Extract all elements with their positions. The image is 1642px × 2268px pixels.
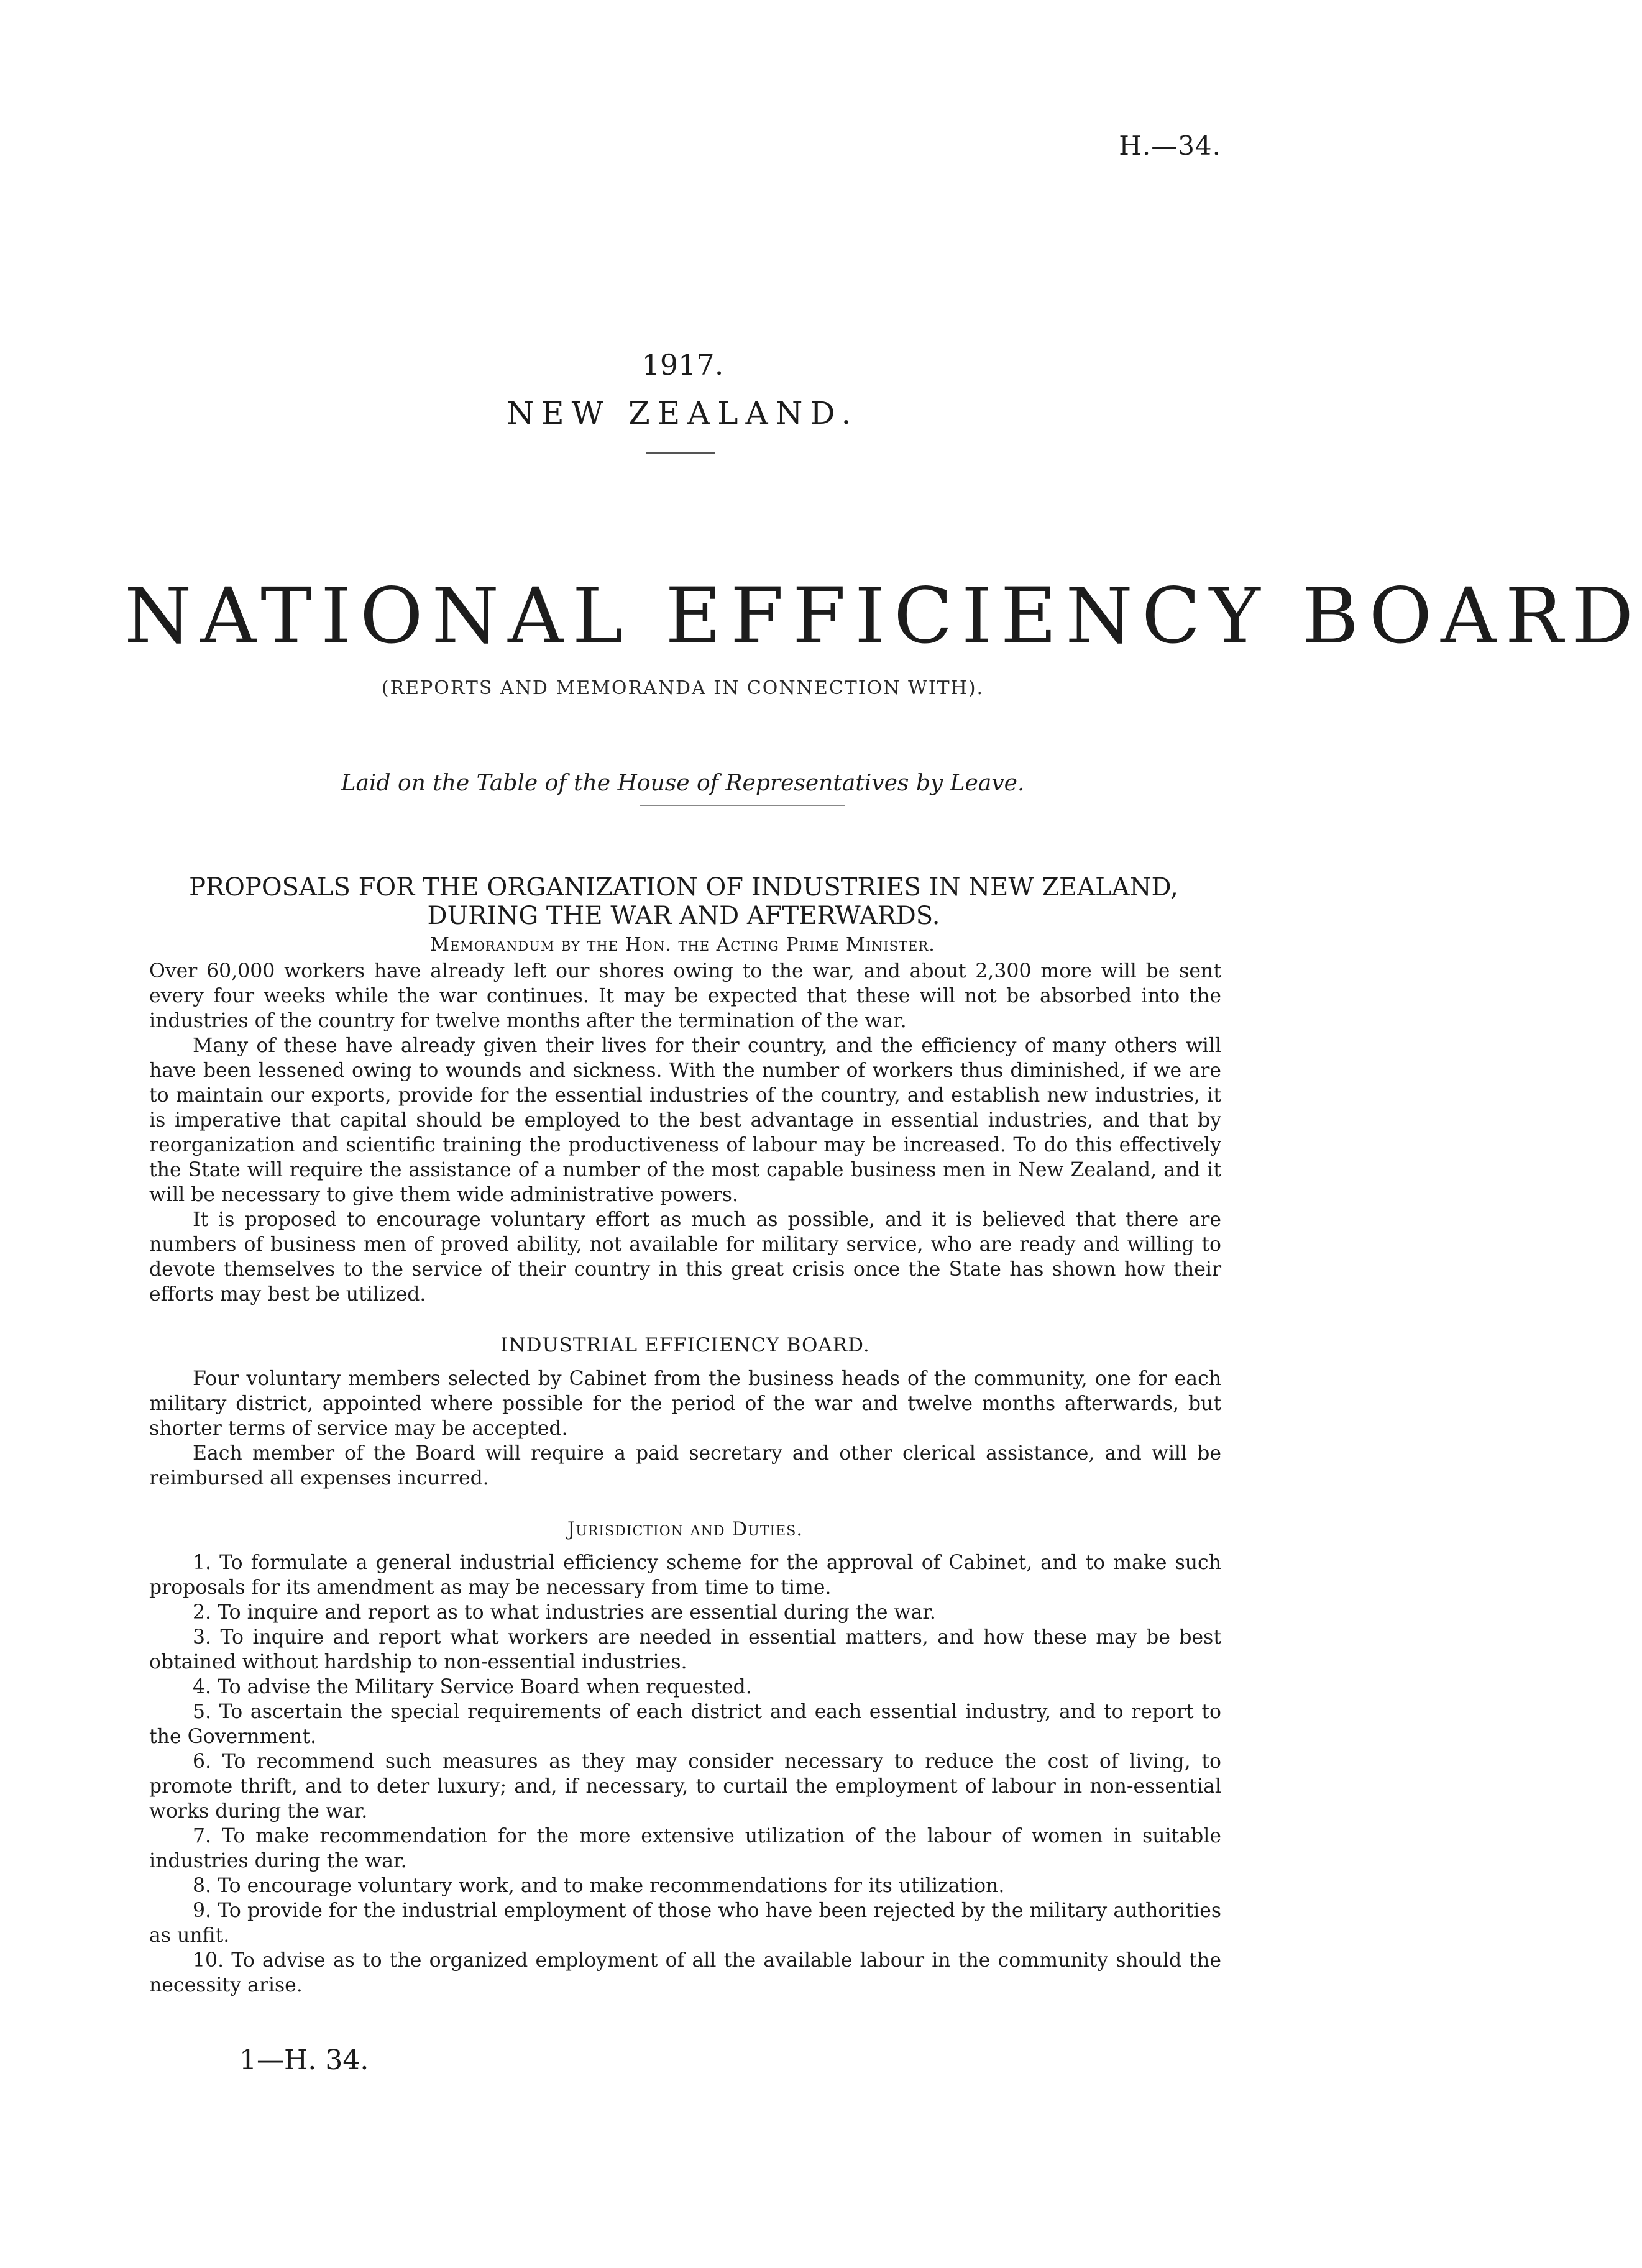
duty-item: 7. To make recommendation for the more extensive utilization of the labour of women in suitable industries during the war. xyxy=(149,1825,1221,1872)
duty-item: 9. To provide for the industrial employment of those who have been rejected by the military authorities as unfit. xyxy=(149,1900,1221,1947)
document-subtitle: (REPORTS AND MEMORANDA IN CONNECTION WITH). xyxy=(381,677,984,699)
duty-item: 2. To inquire and report as to what industries are essential during the war. xyxy=(193,1601,936,1624)
document-title: NATIONAL EFFICIENCY BOARD xyxy=(124,572,1642,661)
duty-item: 1. To formulate a general industrial efficiency scheme for the approval of Cabinet, and to make such proposals for its amendment as may be necessary from time to time. xyxy=(149,1552,1221,1599)
body-paragraph: It is proposed to encourage voluntary effort as much as possible, and it is believed that there are numbers of business men of proved ability, not available for military service, who are ready and willing to devote themselves to the service of their country in this great crisis once the State has shown how their efforts may best be utilized. xyxy=(149,1209,1221,1305)
divider-rule xyxy=(640,805,845,806)
duty-item: 6. To recommend such measures as they may consider necessary to reduce the cost of living, to promote thrift, and to deter luxury; and, if necessary, to curtail the employment of labour in non-essential works during the war. xyxy=(149,1750,1221,1822)
document-country: NEW ZEALAND. xyxy=(507,395,859,431)
body-paragraph: Over 60,000 workers have already left our shores owing to the war, and about 2,300 more will be sent every four weeks while the war continues. It may be expected that these will not be absorbed into the industries of the country for twelve months after the termination of the war. xyxy=(149,960,1221,1032)
duty-item: 5. To ascertain the special requirements of each district and each essential industry, and to report to the Government. xyxy=(149,1701,1221,1748)
duty-item: 4. To advise the Military Service Board when requested. xyxy=(193,1676,752,1698)
memorandum-line: Memorandum by the Hon. the Acting Prime Minister. xyxy=(430,934,935,956)
body-paragraph: Many of these have already given their lives for their country, and the efficiency of many others will have been lessened owing to wounds and sickness. With the number of workers thus diminished, if we are to maintain our exports, provide for the essential industries of the country, and establish new industries, it is imperative that capital should be employed to the best advantage in essential industries, and that by reorganization and scientific training the productiveness of labour may be increased. To do this effectively the State will require the assistance of a number of the most capable business men in New Zealand, and it will be necessary to give them wide administrative powers. xyxy=(149,1035,1221,1206)
document-reference: H.—34. xyxy=(1119,130,1221,161)
board-paragraph: Each member of the Board will require a paid secretary and other clerical assistance, and will be reimbursed all expenses incurred. xyxy=(149,1442,1221,1489)
section-heading-duties: Jurisdiction and Duties. xyxy=(567,1518,804,1540)
proposals-heading: PROPOSALS FOR THE ORGANIZATION OF INDUSTRIES IN NEW ZEALAND, DURING THE WAR AND AFTERWARDS. xyxy=(189,873,1178,930)
page-footer-signature: 1—H. 34. xyxy=(239,2044,369,2076)
duty-item: 10. To advise as to the organized employment of all the available labour in the community should the necessity arise. xyxy=(149,1949,1221,1996)
board-paragraph: Four voluntary members selected by Cabinet from the business heads of the community, one for each military district, appointed where possible for the period of the war and twelve months afterwards, but shorter terms of service may be accepted. xyxy=(149,1368,1221,1440)
document-year: 1917. xyxy=(641,348,724,382)
section-heading-board: INDUSTRIAL EFFICIENCY BOARD. xyxy=(500,1334,870,1356)
divider-rule xyxy=(646,452,715,454)
duty-item: 8. To encourage voluntary work, and to make recommendations for its utilization. xyxy=(193,1875,1005,1897)
laid-on-table-line: Laid on the Table of the House of Representatives by Leave. xyxy=(341,770,1025,796)
document-body xyxy=(149,959,1221,1998)
duty-item: 3. To inquire and report what workers are needed in essential matters, and how these may be best obtained without hardship to non-essential industries. xyxy=(149,1626,1221,1673)
